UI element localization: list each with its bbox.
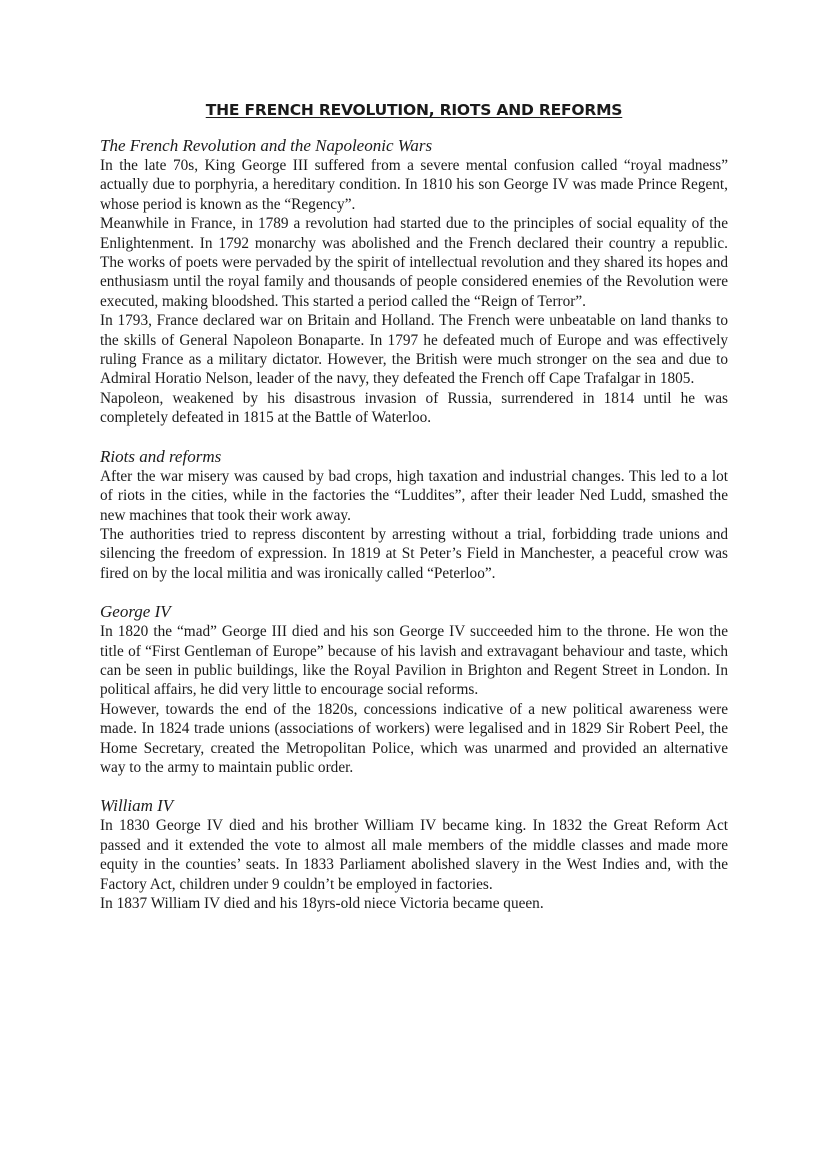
page-title: THE FRENCH REVOLUTION, RIOTS AND REFORMS	[205, 101, 623, 119]
section-french-revolution	[100, 136, 728, 428]
section-heading: George IV	[100, 602, 171, 622]
section-heading: Riots and reforms	[100, 446, 222, 466]
section-william-iv	[100, 796, 728, 913]
document-page	[100, 100, 728, 932]
section-heading: William IV	[100, 796, 174, 816]
paragraph: Napoleon, weakened by his disastrous invasion of Russia, surrendered in 1814 until he was completely defeated in 1815 at the Battle of Waterloo.	[100, 389, 728, 427]
section-george-iv	[100, 602, 728, 777]
paragraph: In 1830 George IV died and his brother William IV became king. In 1832 the Great Reform Act passed and it extended the vote to almost all male members of the middle classes and made more equity in the counties’ seats. In 1833 Parliament abolished slavery in the West Indies and, with the Factory Act, children under 9 couldn’t be employed in factories.	[100, 817, 728, 893]
paragraph: In 1820 the “mad” George III died and his son George IV succeeded him to the throne. He won the title of “First Gentleman of Europe” because of his lavish and extravagant behaviour and taste, which can be seen in public buildings, like the Royal Pavilion in Brighton and Regent Street in London. In political affairs, he did very little to encourage social reforms.	[100, 623, 728, 699]
paragraph: The authorities tried to repress discontent by arresting without a trial, forbidding trade unions and silencing the freedom of expression. In 1819 at St Peter’s Field in Manchester, a peaceful crow was fired on by the local militia and was ironically called “Peterloo”.	[100, 525, 728, 582]
paragraph: In 1837 William IV died and his 18yrs-old niece Victoria became queen.	[100, 895, 544, 912]
paragraph: Meanwhile in France, in 1789 a revolution had started due to the principles of social equality of the Enlightenment. In 1792 monarchy was abolished and the French declared their country a republic. The works of poets were pervaded by the spirit of intellectual revolution and they shared its hopes and enthusiasm until the royal family and thousands of people considered enemies of the Revolution were executed, making bloodshed. This started a period called the “Reign of Terror”.	[100, 215, 728, 310]
paragraph: In the late 70s, King George III suffered from a severe mental confusion called “royal madness” actually due to porphyria, a hereditary condition. In 1810 his son George IV was made Prince Regent, whose period is known as the “Regency”.	[100, 157, 728, 213]
section-heading: The French Revolution and the Napoleonic Wars	[100, 136, 433, 155]
section-riots-and-reforms	[100, 447, 728, 583]
paragraph: However, towards the end of the 1820s, concessions indicative of a new political awareness were made. In 1824 trade unions (associations of workers) were legalised and in 1829 Sir Robert Peel, the Home Secretary, created the Metropolitan Police, which was unarmed and provided an alternative way to the army to maintain public order.	[100, 700, 728, 776]
paragraph: In 1793, France declared war on Britain and Holland. The French were unbeatable on land thanks to the skills of General Napoleon Bonaparte. In 1797 he defeated much of Europe and was effectively ruling France as a military dictator. However, the British were much stronger on the sea and due to Admiral Horatio Nelson, leader of the navy, they defeated the French off Cape Trafalgar in 1805.	[100, 312, 728, 388]
paragraph: After the war misery was caused by bad crops, high taxation and industrial changes. This led to a lot of riots in the cities, while in the factories the “Luddites”, after their leader Ned Ludd, smashed the new machines that took their work away.	[100, 467, 728, 524]
